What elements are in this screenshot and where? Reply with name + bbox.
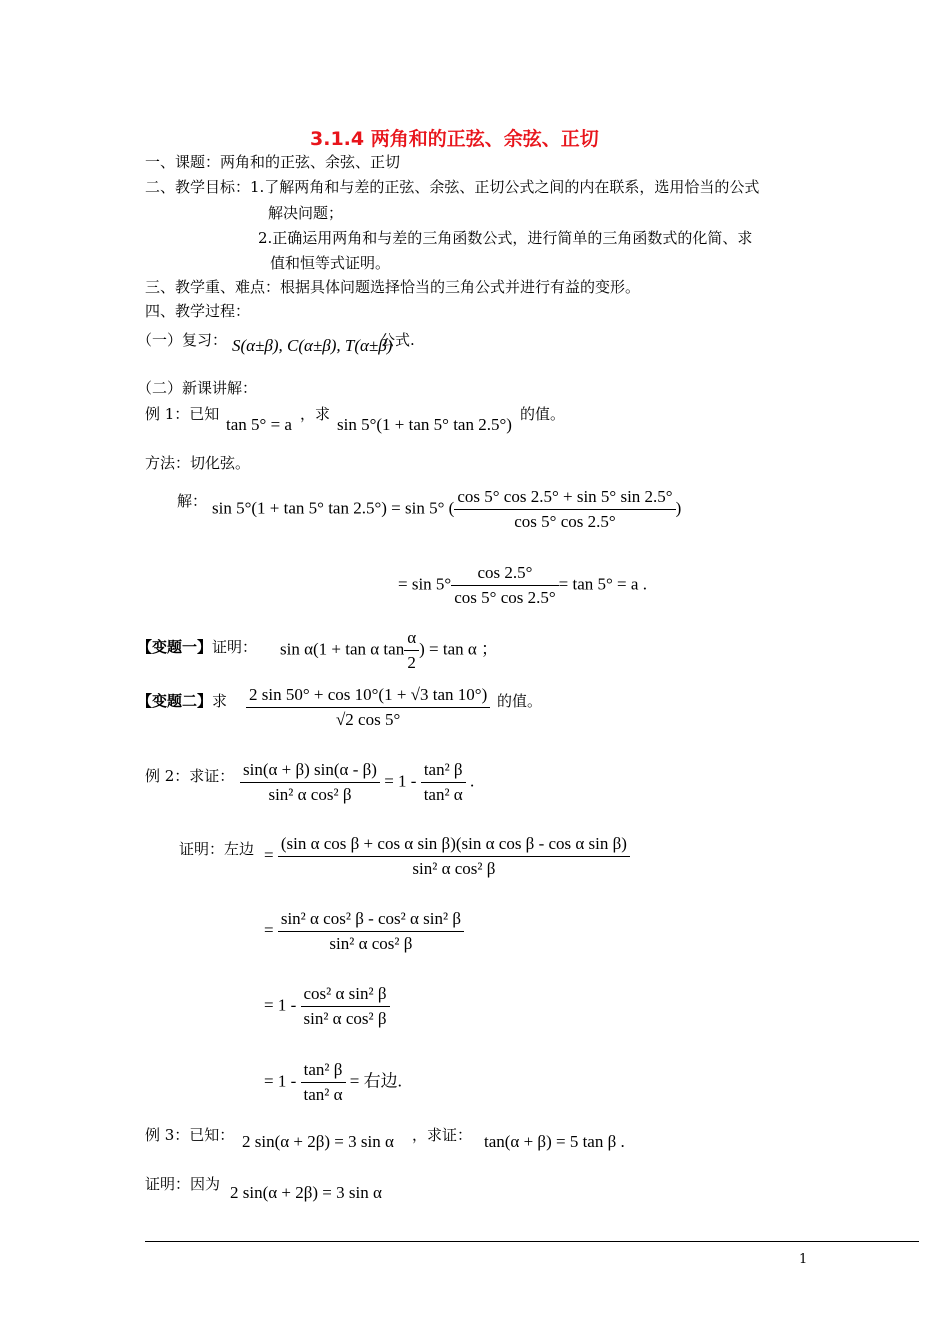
proof-step-3-pre: = 1 - xyxy=(264,995,297,1015)
example-1-given: tan 5° = a xyxy=(226,415,292,434)
solution-step-2 xyxy=(398,562,647,609)
proof-step-3-numerator: cos² α sin² β xyxy=(301,983,390,1007)
goal-1-cont: 解决问题； xyxy=(268,204,344,222)
example-2-lhs-denominator: sin² α cos² β xyxy=(268,785,352,804)
example-2-proof-label: 证明：左边 xyxy=(179,840,255,858)
solution-step-2-rhs: = tan 5° = a . xyxy=(558,574,647,594)
solution-step-1 xyxy=(212,486,681,533)
example-2-label: 例 2：求证： xyxy=(145,767,235,785)
proof-step-1-numerator: (sin α cos β + cos α sin β)(sin α cos β - cos α sin β) xyxy=(278,833,630,857)
variant-1-numerator: α xyxy=(404,627,419,651)
proof-step-4-fraction xyxy=(301,1059,346,1106)
example-2-statement xyxy=(240,759,474,806)
page-number: 1 xyxy=(799,1252,808,1267)
example-2-rhs-denominator: tan² α xyxy=(423,785,463,804)
proof-step-2-denominator: sin² α cos² β xyxy=(329,934,413,953)
example-3-proof-expression: 2 sin(α + 2β) = 3 sin α xyxy=(230,1183,382,1202)
review-suffix: 公式. xyxy=(380,331,415,349)
variant-1-text: 证明： xyxy=(212,638,258,656)
key-point-line: 三、教学重、难点：根据具体问题选择恰当的三角公式并进行有益的变形。 xyxy=(145,278,641,296)
solution-step-2-numerator: cos 2.5° xyxy=(451,562,558,586)
solution-step-2-denominator: cos 5° cos 2.5° xyxy=(454,588,556,607)
example-2-lhs-fraction xyxy=(240,759,380,806)
proof-step-4 xyxy=(264,1059,402,1106)
variant-2-text: 求 xyxy=(212,692,228,710)
solution-step-1-lhs: sin 5°(1 + tan 5° tan 2.5°) = sin 5° ( xyxy=(212,498,455,518)
variant-2-line xyxy=(137,691,227,711)
process-heading: 四、教学过程： xyxy=(145,302,251,320)
proof-step-4-pre: = 1 - xyxy=(264,1071,297,1091)
solution-step-2-lhs: = sin 5° xyxy=(398,574,452,594)
review-formula: S(α±β), C(α±β), T(α±β) xyxy=(232,336,393,355)
solution-step-1-numerator: cos 5° cos 2.5° + sin 5° sin 2.5° xyxy=(454,486,675,510)
solution-label: 解： xyxy=(177,492,208,510)
proof-step-4-post: = 右边. xyxy=(349,1071,402,1091)
proof-step-3-fraction xyxy=(301,983,390,1030)
variant-2-suffix: 的值。 xyxy=(497,692,543,710)
goal-1-line: 二、教学目标：1.了解两角和与差的正弦、余弦、正切公式之间的内在联系，选用恰当的公式 xyxy=(145,178,760,196)
example-2-end: . xyxy=(469,771,475,791)
example-3-given: 2 sin(α + 2β) = 3 sin α xyxy=(242,1132,394,1151)
example-3-label: 例 3：已知： xyxy=(145,1126,235,1144)
variant-1-expression xyxy=(280,627,498,674)
variant-1-fraction xyxy=(404,627,419,674)
proof-step-4-denominator: tan² α xyxy=(303,1085,343,1104)
topic-line: 一、课题：两角和的正弦、余弦、正切 xyxy=(145,153,401,171)
example-1-suffix: 的值。 xyxy=(520,405,566,423)
example-1-label: 例 1：已知 xyxy=(145,405,220,423)
goal-2-cont: 值和恒等式证明。 xyxy=(270,254,391,272)
example-3-proof-label: 证明：因为 xyxy=(145,1175,221,1193)
page-title: 3.1.4 两角和的正弦、余弦、正切 xyxy=(310,128,599,150)
goal-2-line: 2.正确运用两角和与差的三角函数公式，进行简单的三角函数式的化简、求 xyxy=(258,229,753,247)
example-2-rhs-fraction xyxy=(421,759,466,806)
variant-2-numerator: 2 sin 50° + cos 10°(1 + √3 tan 10°) xyxy=(246,684,490,708)
example-1-expression: sin 5°(1 + tan 5° tan 2.5°) xyxy=(337,415,512,434)
example-2-lhs-numerator: sin(α + β) sin(α - β) xyxy=(240,759,380,783)
proof-step-1-denominator: sin² α cos² β xyxy=(412,859,496,878)
proof-step-3-denominator: sin² α cos² β xyxy=(303,1009,387,1028)
solution-step-1-denominator: cos 5° cos 2.5° xyxy=(514,512,616,531)
variant-1-label: 【变题一】 xyxy=(137,638,213,656)
new-lesson-heading: （二）新课讲解： xyxy=(137,379,258,397)
solution-step-2-fraction xyxy=(451,562,558,609)
proof-step-2: = $\frac{\text{sin² α cos² β - cos² α sin² β}}{\text{sin² α cos² β}}$ xyxy=(264,908,464,955)
proof-step-1: = $\frac{\text{(sin α cos β + cos α sin β)(sin α cos β - cos α sin β)}}{\text{sin² α cos² β}}$ xyxy=(264,833,630,880)
variant-2-denominator: √2 cos 5° xyxy=(335,710,401,729)
variant-1-line xyxy=(137,637,257,657)
proof-step-1-fraction xyxy=(278,833,630,880)
example-1-ask: ，求 xyxy=(300,405,331,423)
proof-step-3 xyxy=(264,983,390,1030)
variant-1-expr-post: ) = tan α ； xyxy=(419,639,499,659)
proof-step-2-numerator: sin² α cos² β - cos² α sin² β xyxy=(278,908,464,932)
variant-2-label: 【变题二】 xyxy=(137,692,213,710)
variant-2-expression xyxy=(246,684,490,731)
solution-step-1-close: ) xyxy=(675,498,682,518)
variant-1-denominator: 2 xyxy=(407,653,416,672)
method-line: 方法：切化弦。 xyxy=(145,454,251,472)
example-3-ask: ，求证： xyxy=(412,1126,473,1144)
variant-2-fraction xyxy=(246,684,490,731)
variant-1-expr-pre: sin α(1 + tan α tan xyxy=(280,639,405,659)
example-2-mid: = 1 - xyxy=(384,771,417,791)
footer-divider xyxy=(145,1241,919,1242)
proof-step-2-fraction xyxy=(278,908,464,955)
example-3-prove: tan(α + β) = 5 tan β . xyxy=(484,1132,625,1151)
solution-step-1-fraction xyxy=(454,486,675,533)
proof-step-4-numerator: tan² β xyxy=(301,1059,346,1083)
review-label: （一）复习： xyxy=(137,331,228,349)
example-2-rhs-numerator: tan² β xyxy=(421,759,466,783)
